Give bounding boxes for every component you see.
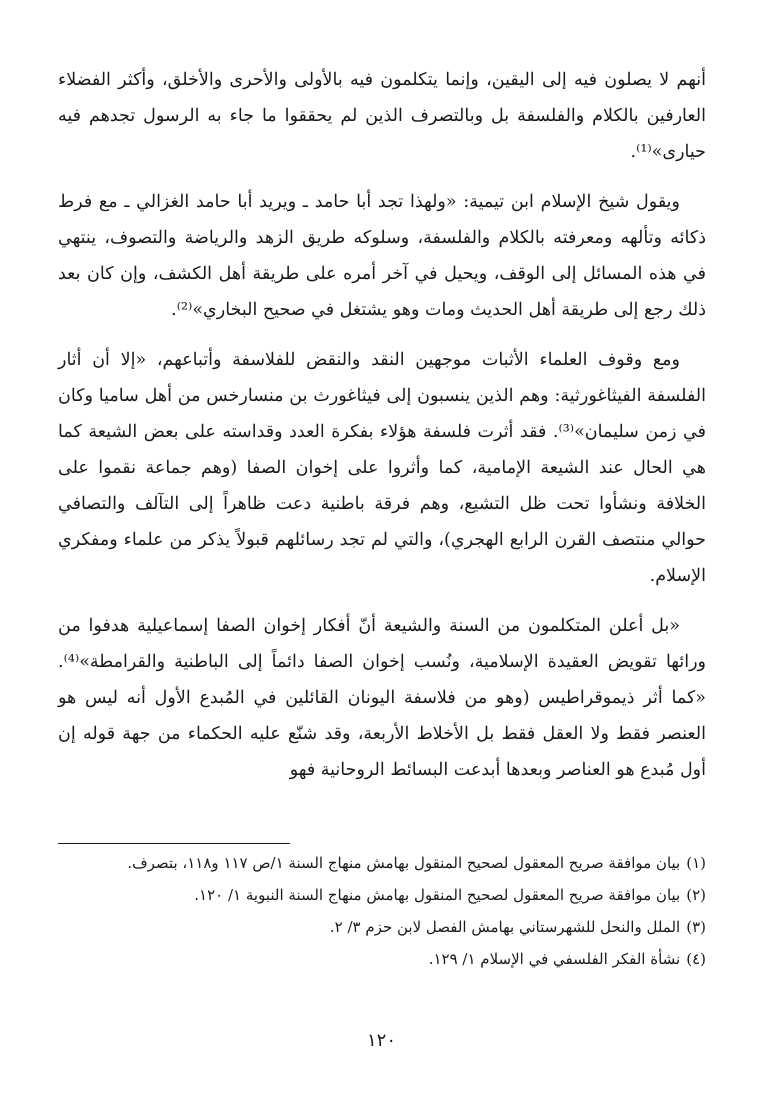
footnote-3 bbox=[58, 914, 706, 940]
footnote-number: (٢) bbox=[686, 886, 706, 904]
footnote-text: نشأة الفكر الفلسفي في الإسلام ١/ ١٢٩. bbox=[428, 950, 681, 968]
footnote-text: الملل والنحل للشهرستاني بهامش الفصل لابن حزم ٣/ ٢. bbox=[329, 918, 681, 936]
footnote-1 bbox=[58, 850, 706, 876]
paragraph-1: أنهم لا يصلون فيه إلى اليقين، وإنما يتكلمون فيه بالأولى والأحرى والأخلق، وأكثر الفضلاء العارفين بالكلام والفلسفة بل وبالتصرف الذين لم يحققوا ما جاء به الرسول تجدهم فيه حيارى»⁽¹⁾. bbox=[58, 70, 706, 162]
footnote-number: (٤) bbox=[686, 950, 706, 968]
paragraph-2: ويقول شيخ الإسلام ابن تيمية: «ولهذا تجد أبا حامد ـ ويريد أبا حامد الغزالي ـ مع فرط ذكائه وتألهه ومعرفته بالكلام والفلسفة، وسلوكه طريق الزهد والرياضة والتصوف، ينتهي في هذه المسائل إلى الوقف، ويحيل في آخر أمره على طريقة أهل الكشف، وإن كان بعد ذلك رجع إلى طريقة أهل الحديث ومات وهو يشتغل في صحيح البخاري»⁽²⁾. bbox=[58, 192, 706, 320]
footnotes bbox=[58, 850, 706, 978]
footnote-text: بيان موافقة صريح المعقول لصحيح المنقول بهامش منهاج السنة النبوية ١/ ١٢٠. bbox=[194, 886, 681, 904]
paragraph-3: ومع وقوف العلماء الأثبات موجهين النقد والنقض للفلاسفة وأتباعهم، «إلا أن أثار الفلسفة الفيثاغورثية: وهم الذين ينسبون إلى فيثاغورث بن منسارخس من أهل ساميا وكان في زمن سليمان»⁽³⁾. فقد أثرت فلسفة هؤلاء بفكرة العدد وقداسته على بعض الشيعة كما هي الحال عند الشيعة الإمامية، كما وأثروا على إخوان الصفا (وهم جماعة نقموا على الخلافة ونشأوا تحت ظل التشيع، وهم فرقة باطنية دعت ظاهراً إلى التآلف والتصافي حوالي منتصف القرن الرابع الهجري)، والتي لم تجد رسائلهم قبولاً يذكر من علماء ومفكري الإسلام. bbox=[58, 350, 706, 586]
footnote-separator bbox=[58, 843, 290, 844]
footnote-4 bbox=[58, 946, 706, 972]
paragraph-4: «بل أعلن المتكلمون من السنة والشيعة أنّ أفكار إخوان الصفا إسماعيلية هدفوا من ورائها تقويض العقيدة الإسلامية، ونُسب إخوان الصفا دائماً إلى الباطنية والقرامطة»⁽⁴⁾. «كما أثر ذيموقراطيس (وهو من فلاسفة اليونان القائلين في المُبدع الأول أنه ليس هو العنصر فقط ولا العقل فقط بل الأخلاط الأربعة، وقد شنّع عليه الحكماء من جهة قوله إن أول مُبدع هو العناصر وبعدها أبدعت البسائط الروحانية فهو bbox=[58, 616, 706, 780]
footnote-text: بيان موافقة صريح المعقول لصحيح المنقول بهامش منهاج السنة ١/ص ١١٧ و١١٨، بتصرف. bbox=[127, 854, 681, 872]
footnote-number: (١) bbox=[686, 854, 706, 872]
page-number: ١٢٠ bbox=[366, 1030, 396, 1051]
footnote-2 bbox=[58, 882, 706, 908]
page-body bbox=[58, 58, 706, 802]
footnote-number: (٣) bbox=[686, 918, 706, 936]
